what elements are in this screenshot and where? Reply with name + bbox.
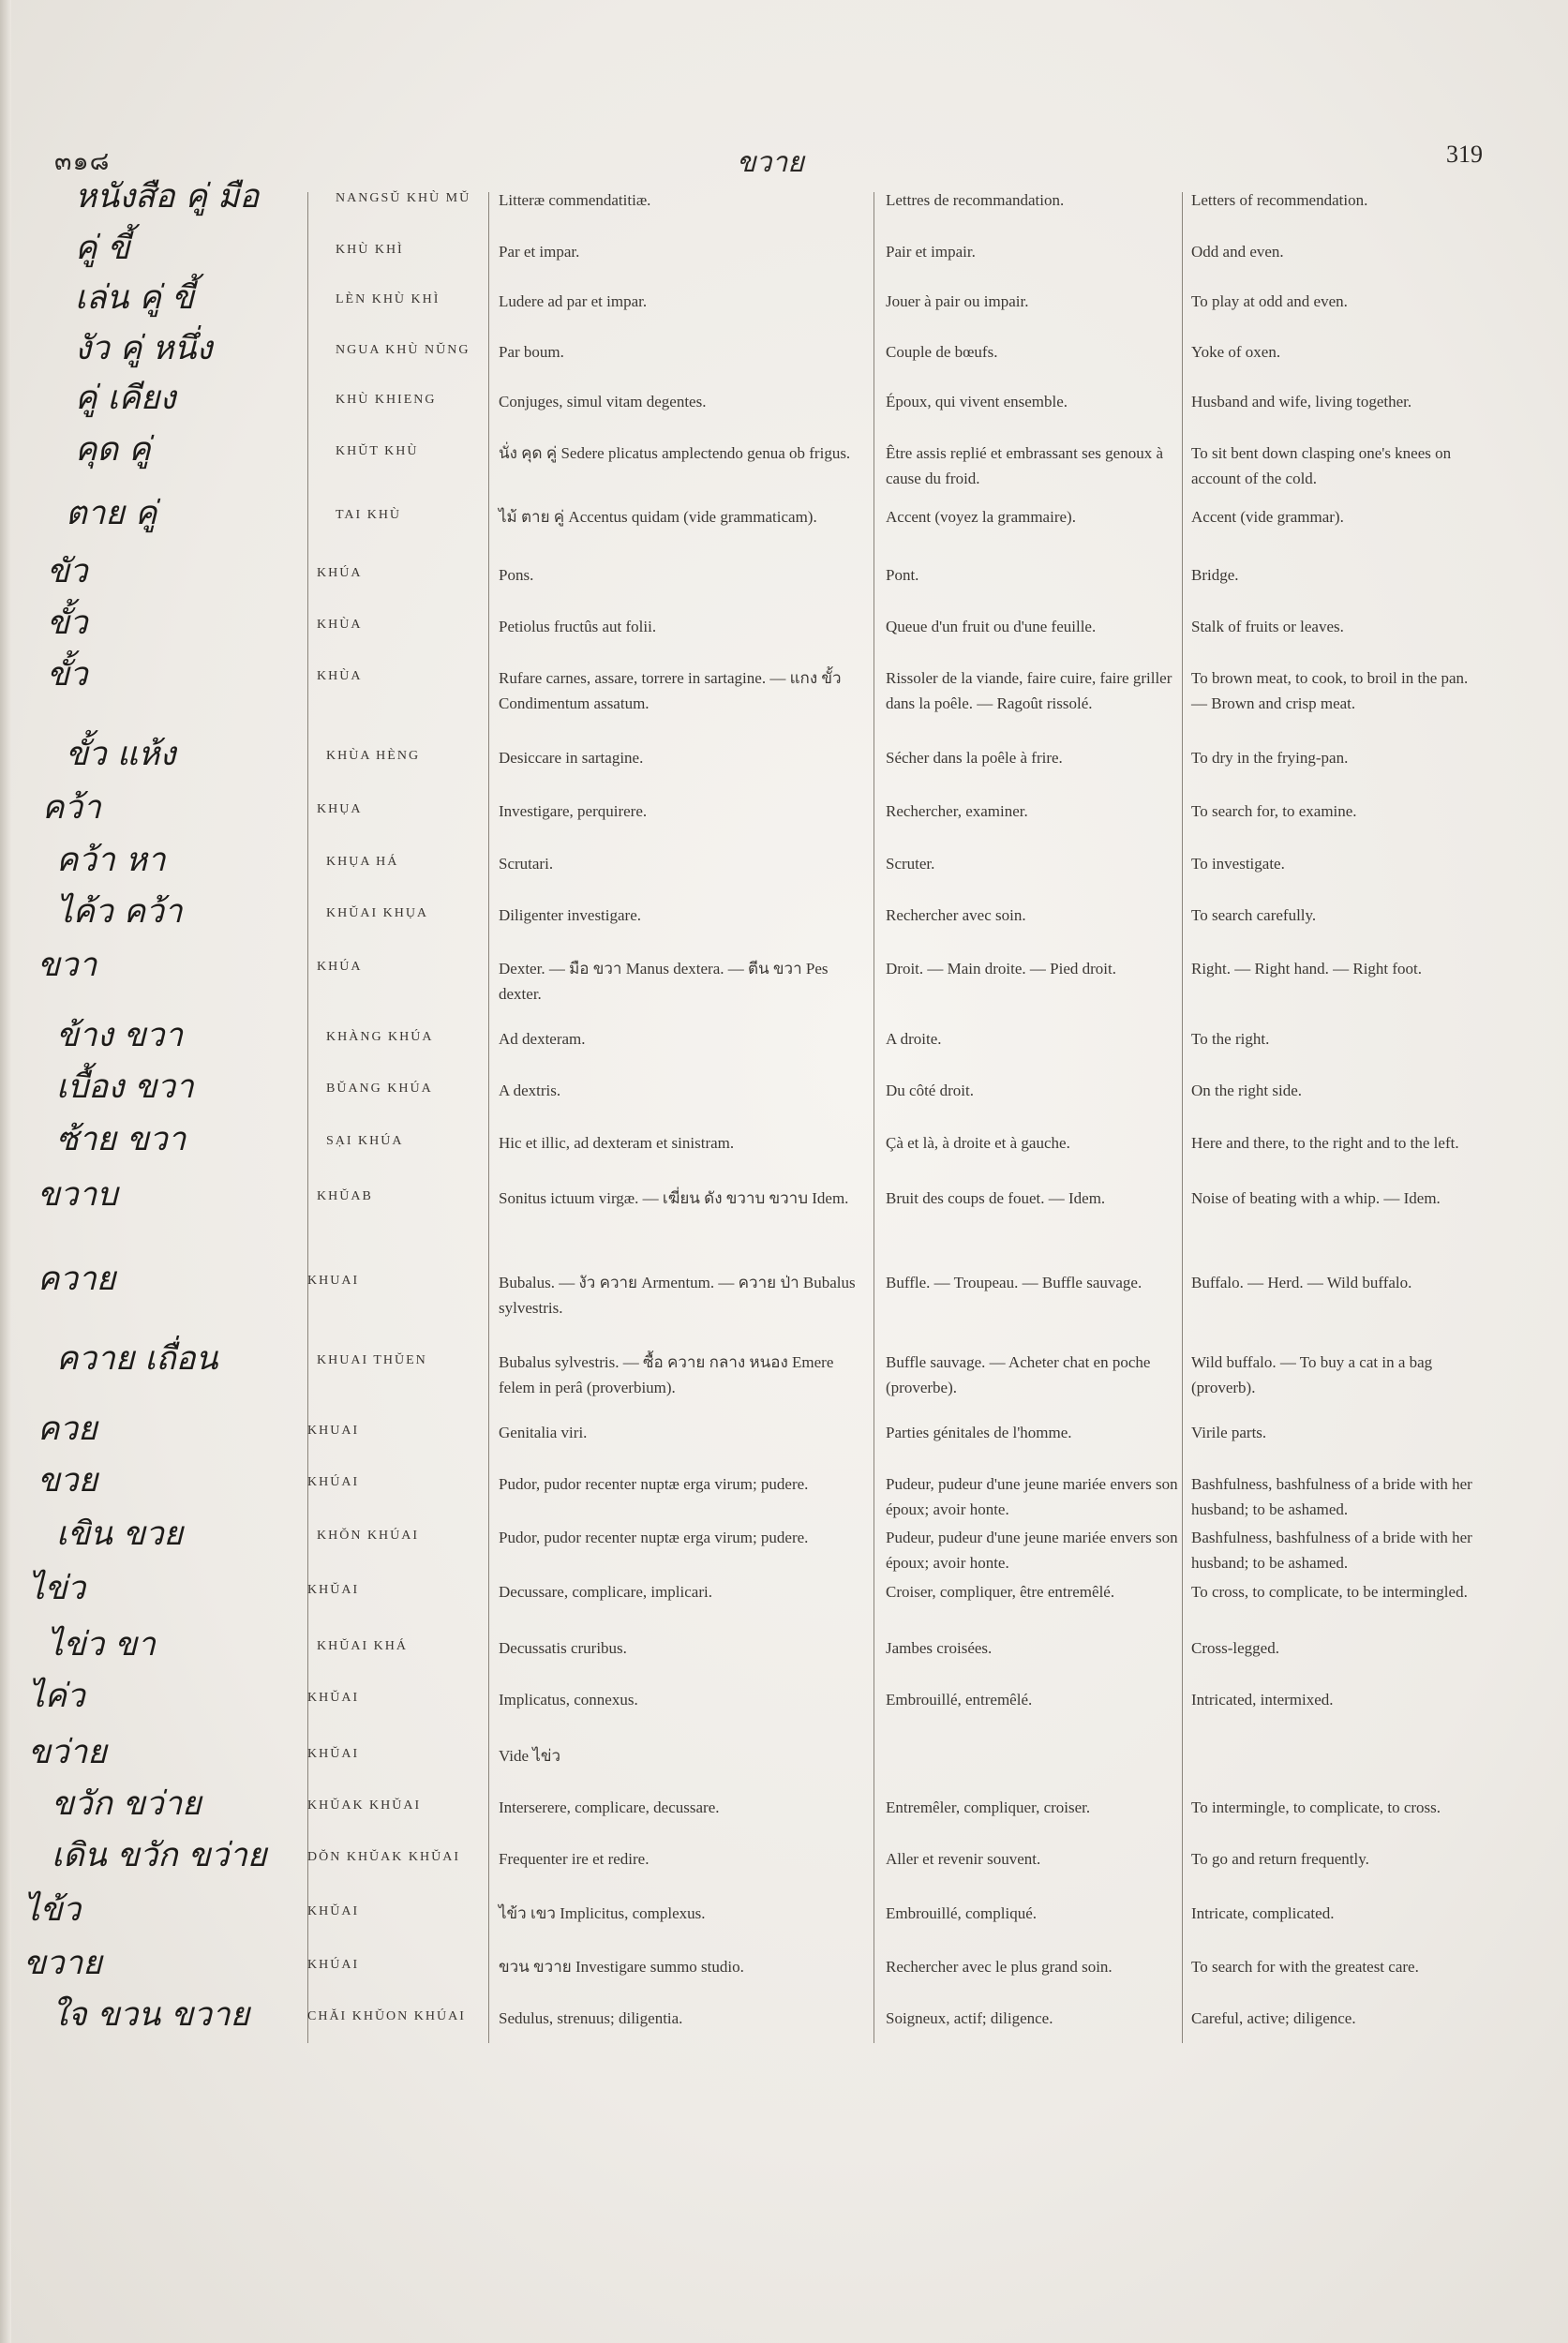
headword-thai: ขว่าย bbox=[28, 1734, 107, 1771]
french-gloss: Rechercher avec soin. bbox=[886, 906, 1026, 924]
romanization: CHĂI KHŬON KHÚAI bbox=[307, 2009, 466, 2023]
french-gloss: Scruter. bbox=[886, 855, 935, 873]
page-number: 319 bbox=[1446, 141, 1483, 168]
headword-thai: คุด คู่ bbox=[75, 431, 151, 469]
french-gloss: Époux, qui vivent ensemble. bbox=[886, 393, 1068, 410]
romanization: KHUAI bbox=[307, 1274, 360, 1288]
latin-gloss: Scrutari. bbox=[499, 855, 554, 873]
headword-thai: งัว คู่ หนึ่ง bbox=[75, 330, 213, 367]
french-gloss: Rechercher, examiner. bbox=[886, 802, 1028, 820]
latin-gloss: Conjuges, simul vitam degentes. bbox=[499, 393, 707, 410]
english-gloss: Bashfulness, bashfulness of a bride with her husband; to be ashamed. bbox=[1191, 1529, 1472, 1572]
french-gloss: Bruit des coups de fouet. — Idem. bbox=[886, 1189, 1106, 1207]
latin-gloss: Bubalus sylvestris. — ซื้อ ควาย กลาง หนอง Emere felem in perâ (proverbium). bbox=[499, 1353, 834, 1396]
headword-thai: ขั้ว bbox=[47, 604, 88, 642]
english-gloss: To search for with the greatest care. bbox=[1191, 1958, 1419, 1976]
french-gloss: Jambes croisées. bbox=[886, 1639, 993, 1657]
headword-thai: ขั้ว bbox=[47, 656, 88, 694]
french-gloss: Sécher dans la poêle à frire. bbox=[886, 749, 1063, 767]
headword-thai: เดิน ขวัก ขว่าย bbox=[52, 1837, 267, 1874]
english-gloss: Intricate, complicated. bbox=[1191, 1904, 1335, 1922]
romanization: KHUAI bbox=[307, 1424, 360, 1438]
latin-gloss: Pons. bbox=[499, 566, 534, 584]
french-gloss: Aller et revenir souvent. bbox=[886, 1850, 1041, 1868]
french-gloss: Buffle sauvage. — Acheter chat en poche (proverbe). bbox=[886, 1353, 1151, 1396]
english-gloss: Odd and even. bbox=[1191, 243, 1284, 261]
headword-thai: ขัว bbox=[47, 553, 88, 590]
romanization: KHÚAI bbox=[307, 1958, 360, 1972]
french-gloss: Pudeur, pudeur d'une jeune mariée envers son époux; avoir honte. bbox=[886, 1529, 1178, 1572]
headword-thai: ขวย bbox=[37, 1462, 98, 1500]
romanization: KHÚAI bbox=[307, 1475, 360, 1489]
romanization: KHÙ KHÌ bbox=[336, 243, 404, 257]
romanization: KHŬAK KHŬAI bbox=[307, 1798, 422, 1813]
latin-gloss: Hic et illic, ad dexteram et sinistram. bbox=[499, 1134, 735, 1152]
french-gloss: Pudeur, pudeur d'une jeune mariée envers son époux; avoir honte. bbox=[886, 1475, 1178, 1518]
latin-gloss: Bubalus. — งัว ควาย Armentum. — ควาย ป่า Bubalus sylvestris. bbox=[499, 1274, 856, 1317]
headword-thai: ขวัก ขว่าย bbox=[52, 1785, 202, 1823]
headword-thai: ข้าง ขวา bbox=[56, 1017, 184, 1054]
english-gloss: To investigate. bbox=[1191, 855, 1285, 873]
english-gloss: To intermingle, to complicate, to cross. bbox=[1191, 1798, 1441, 1816]
romanization: KHŬAI KHÁ bbox=[317, 1639, 408, 1653]
headword-thai: คว้า bbox=[42, 789, 101, 827]
english-gloss: To cross, to complicate, to be intermingled. bbox=[1191, 1583, 1468, 1601]
headword-thai: ตาย คู่ bbox=[66, 495, 157, 532]
latin-gloss: Frequenter ire et redire. bbox=[499, 1850, 650, 1868]
romanization: KHŎN KHÚAI bbox=[317, 1529, 420, 1543]
latin-gloss: Ludere ad par et impar. bbox=[499, 292, 648, 310]
headword-thai: หนังสือ คู่ มือ bbox=[75, 178, 260, 216]
romanization: KHỤA bbox=[317, 802, 363, 816]
headword-thai: ขวาบ bbox=[37, 1176, 118, 1214]
latin-gloss: Litteræ commendatitiæ. bbox=[499, 191, 651, 209]
english-gloss: Wild buffalo. — To buy a cat in a bag (proverb). bbox=[1191, 1353, 1433, 1396]
french-gloss: Parties génitales de l'homme. bbox=[886, 1424, 1072, 1441]
romanization: KHŬT KHÙ bbox=[336, 444, 419, 458]
latin-gloss: Sedulus, strenuus; diligentia. bbox=[499, 2009, 683, 2027]
french-gloss: Pont. bbox=[886, 566, 919, 584]
english-gloss: Buffalo. — Herd. — Wild buffalo. bbox=[1191, 1274, 1412, 1291]
headword-thai: ขวาย bbox=[23, 1945, 102, 1982]
headword-thai: คู่ เคียง bbox=[75, 380, 176, 417]
romanization: KHÀNG KHÚA bbox=[326, 1030, 434, 1044]
latin-gloss: Investigare, perquirere. bbox=[499, 802, 648, 820]
french-gloss: Entremêler, compliquer, croiser. bbox=[886, 1798, 1091, 1816]
french-gloss: Çà et là, à droite et à gauche. bbox=[886, 1134, 1070, 1152]
french-gloss: Buffle. — Troupeau. — Buffle sauvage. bbox=[886, 1274, 1142, 1291]
latin-gloss: Rufare carnes, assare, torrere in sartagine. — แกง ขั้ว Condimentum assatum. bbox=[499, 669, 842, 712]
french-gloss: Rissoler de la viande, faire cuire, faire griller dans la poêle. — Ragoût rissolé. bbox=[886, 669, 1172, 712]
latin-gloss: Vide ไข่ว bbox=[499, 1747, 560, 1765]
latin-gloss: ไข้ว เขว Implicitus, complexus. bbox=[499, 1904, 706, 1922]
english-gloss: Intricated, intermixed. bbox=[1191, 1691, 1334, 1709]
english-gloss: Here and there, to the right and to the left. bbox=[1191, 1134, 1459, 1152]
english-gloss: Bridge. bbox=[1191, 566, 1239, 584]
english-gloss: On the right side. bbox=[1191, 1082, 1303, 1099]
english-gloss: Accent (vide grammar). bbox=[1191, 508, 1344, 526]
headword-thai: เล่น คู่ ขี้ bbox=[75, 279, 194, 317]
english-gloss: To search for, to examine. bbox=[1191, 802, 1357, 820]
headword-thai: ไข่ว ขา bbox=[47, 1626, 156, 1664]
romanization: NGUA KHÙ NŬNG bbox=[336, 343, 470, 357]
french-gloss: Embrouillé, entremêlé. bbox=[886, 1691, 1033, 1709]
latin-gloss: Interserere, complicare, decussare. bbox=[499, 1798, 720, 1816]
french-gloss: Lettres de recommandation. bbox=[886, 191, 1065, 209]
romanization: NANGSŬ KHÙ MŬ bbox=[336, 191, 471, 205]
headword-thai: ไค้ว คว้า bbox=[56, 893, 183, 931]
latin-gloss: Pudor, pudor recenter nuptæ erga virum; pudere. bbox=[499, 1475, 809, 1493]
latin-gloss: Ad dexteram. bbox=[499, 1030, 586, 1048]
latin-gloss: Diligenter investigare. bbox=[499, 906, 642, 924]
french-gloss: Soigneux, actif; diligence. bbox=[886, 2009, 1053, 2027]
headword-thai: ขั้ว แห้ง bbox=[66, 736, 176, 773]
french-gloss: Accent (voyez la grammaire). bbox=[886, 508, 1076, 526]
english-gloss: Stalk of fruits or leaves. bbox=[1191, 618, 1344, 635]
french-gloss: Être assis replié et embrassant ses genoux à cause du froid. bbox=[886, 444, 1163, 487]
romanization: DŎN KHŬAK KHŬAI bbox=[307, 1850, 460, 1864]
romanization: KHUAI THŬEN bbox=[317, 1353, 427, 1367]
romanization: TAI KHÙ bbox=[336, 508, 402, 522]
french-gloss: Jouer à pair ou impair. bbox=[886, 292, 1029, 310]
english-gloss: To the right. bbox=[1191, 1030, 1270, 1048]
page-number-thai: ๓๑๘ bbox=[54, 147, 111, 176]
headword-thai: ไข้ว bbox=[23, 1891, 82, 1929]
romanization: KHÙA bbox=[317, 669, 363, 683]
latin-gloss: Decussatis cruribus. bbox=[499, 1639, 627, 1657]
romanization: KHŬAI bbox=[307, 1904, 360, 1918]
latin-gloss: Pudor, pudor recenter nuptæ erga virum; pudere. bbox=[499, 1529, 809, 1546]
romanization: BŬANG KHÚA bbox=[326, 1082, 433, 1096]
english-gloss: To search carefully. bbox=[1191, 906, 1317, 924]
romanization: KHÙ KHIENG bbox=[336, 393, 437, 407]
romanization: KHŬAI KHỤA bbox=[326, 906, 429, 920]
english-gloss: Letters of recommendation. bbox=[1191, 191, 1368, 209]
french-gloss: Droit. — Main droite. — Pied droit. bbox=[886, 960, 1117, 977]
french-gloss: A droite. bbox=[886, 1030, 942, 1048]
romanization: LÈN KHÙ KHÌ bbox=[336, 292, 441, 306]
romanization: KHÙA bbox=[317, 618, 363, 632]
english-gloss: Husband and wife, living together. bbox=[1191, 393, 1412, 410]
headword-thai: เบื้อง ขวา bbox=[56, 1068, 194, 1106]
latin-gloss: A dextris. bbox=[499, 1082, 561, 1099]
headword-thai: ควย bbox=[37, 1410, 97, 1448]
english-gloss: To go and return frequently. bbox=[1191, 1850, 1369, 1868]
romanization: KHÚA bbox=[317, 566, 363, 580]
latin-gloss: Genitalia viri. bbox=[499, 1424, 588, 1441]
latin-gloss: Decussare, complicare, implicari. bbox=[499, 1583, 712, 1601]
headword-thai: ขวา bbox=[37, 947, 97, 984]
english-gloss: To sit bent down clasping one's knees on account of the cold. bbox=[1191, 444, 1452, 487]
english-gloss: Careful, active; diligence. bbox=[1191, 2009, 1356, 2027]
english-gloss: To play at odd and even. bbox=[1191, 292, 1348, 310]
romanization: KHŬAI bbox=[307, 1691, 360, 1705]
french-gloss: Couple de bœufs. bbox=[886, 343, 998, 361]
english-gloss: To dry in the frying-pan. bbox=[1191, 749, 1349, 767]
romanization: KHỤA HÁ bbox=[326, 855, 399, 869]
romanization: KHÙA HÈNG bbox=[326, 749, 421, 763]
headword-thai: ควาย เถื่อน bbox=[56, 1340, 218, 1378]
latin-gloss: ไม้ ตาย คู่ Accentus quidam (vide grammaticam). bbox=[499, 508, 817, 526]
french-gloss: Du côté droit. bbox=[886, 1082, 974, 1099]
french-gloss: Croiser, compliquer, être entremêlé. bbox=[886, 1583, 1115, 1601]
romanization: SẠI KHÚA bbox=[326, 1134, 404, 1148]
latin-gloss: ขวน ขวาย Investigare summo studio. bbox=[499, 1958, 744, 1976]
headword-thai: ไข่ว bbox=[28, 1570, 86, 1607]
english-gloss: To brown meat, to cook, to broil in the pan. — Brown and crisp meat. bbox=[1191, 669, 1469, 712]
latin-gloss: นั่ง คุด คู่ Sedere plicatus amplectendo genua ob frigus. bbox=[499, 444, 851, 462]
french-gloss: Queue d'un fruit ou d'une feuille. bbox=[886, 618, 1097, 635]
headword-thai: เขิน ขวย bbox=[56, 1515, 184, 1553]
headword-thai: ใจ ขวน ขวาย bbox=[52, 1996, 250, 2034]
headword-thai: ซ้าย ขวา bbox=[56, 1121, 187, 1158]
english-gloss: Right. — Right hand. — Right foot. bbox=[1191, 960, 1423, 977]
latin-gloss: Sonitus ictuum virgæ. — เฆี่ยน ดัง ขวาบ ขวาบ Idem. bbox=[499, 1189, 849, 1207]
romanization: KHŬAB bbox=[317, 1189, 373, 1203]
headword-thai: ไค่ว bbox=[28, 1678, 85, 1715]
latin-gloss: Par boum. bbox=[499, 343, 564, 361]
romanization: KHŬAI bbox=[307, 1747, 360, 1761]
french-gloss: Embrouillé, compliqué. bbox=[886, 1904, 1037, 1922]
latin-gloss: Dexter. — มือ ขวา Manus dextera. — ตีน ขวา Pes dexter. bbox=[499, 960, 829, 1003]
english-gloss: Virile parts. bbox=[1191, 1424, 1267, 1441]
latin-gloss: Desiccare in sartagine. bbox=[499, 749, 644, 767]
latin-gloss: Implicatus, connexus. bbox=[499, 1691, 638, 1709]
french-gloss: Pair et impair. bbox=[886, 243, 976, 261]
english-gloss: Yoke of oxen. bbox=[1191, 343, 1281, 361]
running-head: ขวาย bbox=[737, 146, 804, 179]
latin-gloss: Petiolus fructûs aut folii. bbox=[499, 618, 657, 635]
english-gloss: Cross-legged. bbox=[1191, 1639, 1279, 1657]
latin-gloss: Par et impar. bbox=[499, 243, 580, 261]
english-gloss: Bashfulness, bashfulness of a bride with her husband; to be ashamed. bbox=[1191, 1475, 1472, 1518]
headword-thai: ควาย bbox=[37, 1261, 116, 1298]
romanization: KHÚA bbox=[317, 960, 363, 974]
english-gloss: Noise of beating with a whip. — Idem. bbox=[1191, 1189, 1441, 1207]
romanization: KHŬAI bbox=[307, 1583, 360, 1597]
french-gloss: Rechercher avec le plus grand soin. bbox=[886, 1958, 1113, 1976]
headword-thai: คู่ ขี้ bbox=[75, 230, 130, 267]
headword-thai: คว้า หา bbox=[56, 842, 166, 879]
